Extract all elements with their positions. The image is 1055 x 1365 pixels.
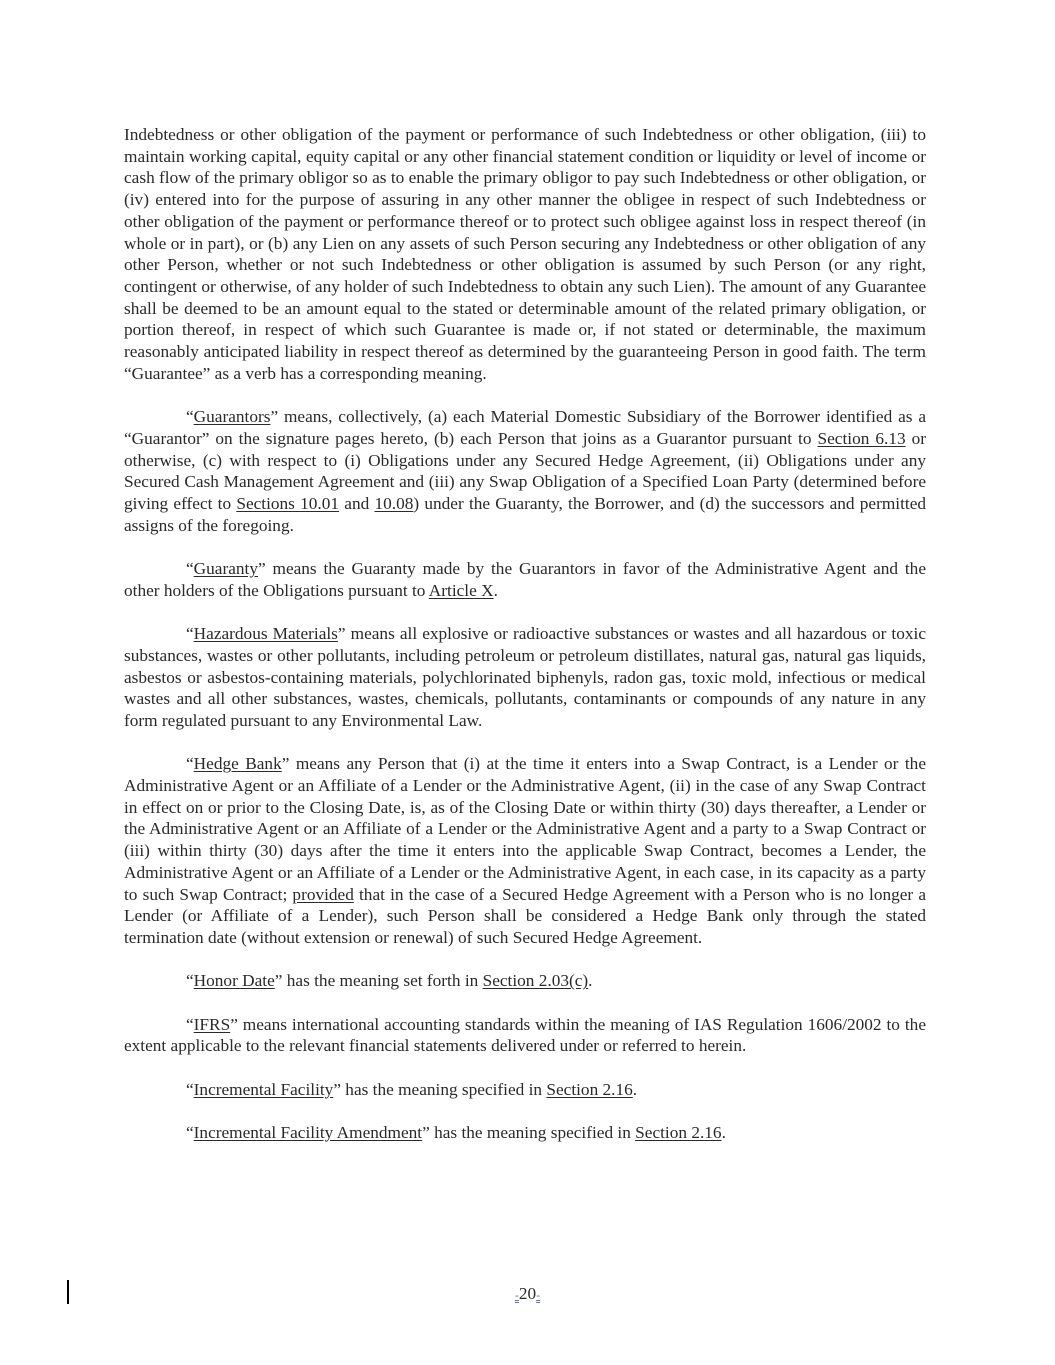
definition-hedge-bank: “Hedge Bank” means any Person that (i) at the time it enters into a Swap Contract, is a Lender or the Administrative Agent or an Affiliate of a Lender or the Administrative Agent, (ii) in the case of any Swap Contract in effect on or prior to the Closing Date, is, as of the Closing Date or within thirty (30) days thereafter, a Lender or the Administrative Agent or an Affiliate of a Lender or the Administrative Agent and a party to a Swap Contract or (iii) within thirty (30) days after the time it enters into the applicable Swap Contract, becomes a Lender, the Administrative Agent or an Affiliate of a Lender or the Administrative Agent, in each case, in its capacity as a party to such Swap Contract; provided that in the case of a Secured Hedge Agreement with a Person who is no longer a Lender (or Affiliate of a Lender), such Person shall be considered a Hedge Bank only through the stated termination date (without extension or renewal) of such Secured Hedge Agreement. [124, 754, 926, 947]
defined-term-guarantors: Guarantors [193, 407, 271, 427]
cross-reference: 10.08 [374, 493, 414, 513]
defined-term-hedge-bank: Hedge Bank [193, 754, 282, 774]
document-body [124, 124, 926, 1166]
definition-guaranty: “Guaranty” means the Guaranty made by the Guarantors in favor of the Administrative Agent and the other holders of the Obligations pursuant to Article X. [124, 559, 926, 600]
cross-reference: Section 2.03(c) [482, 971, 589, 991]
page-number-footer [0, 1284, 1055, 1304]
defined-term-guaranty: Guaranty [193, 559, 258, 579]
defined-term-incremental-facility-amendment: Incremental Facility Amendment [193, 1123, 423, 1143]
cross-reference: Section 6.13 [817, 428, 906, 448]
page-dash-right: - [536, 1288, 541, 1302]
definition-guarantors: “Guarantors” means, collectively, (a) each Material Domestic Subsidiary of the Borrower identified as a “Guarantor” on the signature pages hereto, (b) each Person that joins as a Guarantor pursuant to Section 6.13 or otherwise, (c) with respect to (i) Obligations under any Secured Hedge Agreement, (ii) Obligations under any Secured Cash Management Agreement and (iii) any Swap Obligation of a Specified Loan Party (determined before giving effect to Sections 10.01 and 10.08) under the Guaranty, the Borrower, and (d) the successors and permitted assigns of the foregoing. [124, 407, 927, 535]
guarantee-definition-continuation: Indebtedness or other obligation of the payment or performance of such Indebtedness or other obligation, (iii) to maintain working capital, equity capital or any other financial statement condition or liquidity or level of income or cash flow of the primary obligor so as to enable the primary obligor to pay such Indebtedness or other obligation, or (iv) entered into for the purpose of assuring in any other manner the obligee in respect of such Indebtedness or other obligation of the payment or performance thereof or to protect such obligee against loss in respect thereof (in whole or in part), or (b) any Lien on any assets of such Person securing any Indebtedness or other obligation of any other Person, whether or not such Indebtedness or other obligation is assumed by such Person (or any right, contingent or otherwise, of any holder of such Indebtedness to obtain any such Lien). The amount of any Guarantee shall be deemed to be an amount equal to the stated or determinable amount of the related primary obligation, or portion thereof, in respect of which such Guarantee is made or, if not stated or determinable, the maximum reasonably anticipated liability in respect thereof as determined by the guaranteeing Person in good faith. The term “Guarantee” as a verb has a corresponding meaning. [124, 125, 926, 383]
defined-term-hazardous-materials: Hazardous Materials [193, 624, 338, 644]
cross-reference: Article X [428, 580, 494, 600]
defined-term-incremental-facility: Incremental Facility [193, 1079, 334, 1099]
defined-term-honor-date: Honor Date [193, 971, 275, 991]
provided-term: provided [292, 884, 354, 904]
page-dash-left: - [514, 1288, 519, 1302]
definition-incremental-facility: “Incremental Facility” has the meaning specified in Section 2.16. [186, 1079, 638, 1099]
definition-ifrs: “IFRS” means international accounting standards within the meaning of IAS Regulation 1606/2002 to the extent applicable to the relevant financial statements delivered under or referred to herein. [124, 1014, 926, 1056]
cross-reference: Section 2.16 [635, 1123, 722, 1143]
definition-incremental-facility-amendment: “Incremental Facility Amendment” has the meaning specified in Section 2.16. [186, 1123, 726, 1143]
defined-term-ifrs: IFRS [193, 1014, 231, 1034]
page-number: 20 [518, 1284, 537, 1303]
definition-hazardous-materials: “Hazardous Materials” means all explosive or radioactive substances or wastes and all hazardous or toxic substances, wastes or other pollutants, including petroleum or petroleum distillates, natural gas, natural gas liquids, asbestos or asbestos-containing materials, polychlorinated biphenyls, radon gas, toxic mold, infectious or medical wastes and all other substances, wastes, chemicals, pollutants, contaminants or compounds of any nature in any form regulated pursuant to any Environmental Law. [124, 624, 926, 730]
definition-honor-date: “Honor Date” has the meaning set forth in Section 2.03(c). [186, 971, 593, 991]
cross-reference: Section 2.16 [546, 1079, 633, 1099]
cross-reference: Sections 10.01 [236, 493, 340, 513]
